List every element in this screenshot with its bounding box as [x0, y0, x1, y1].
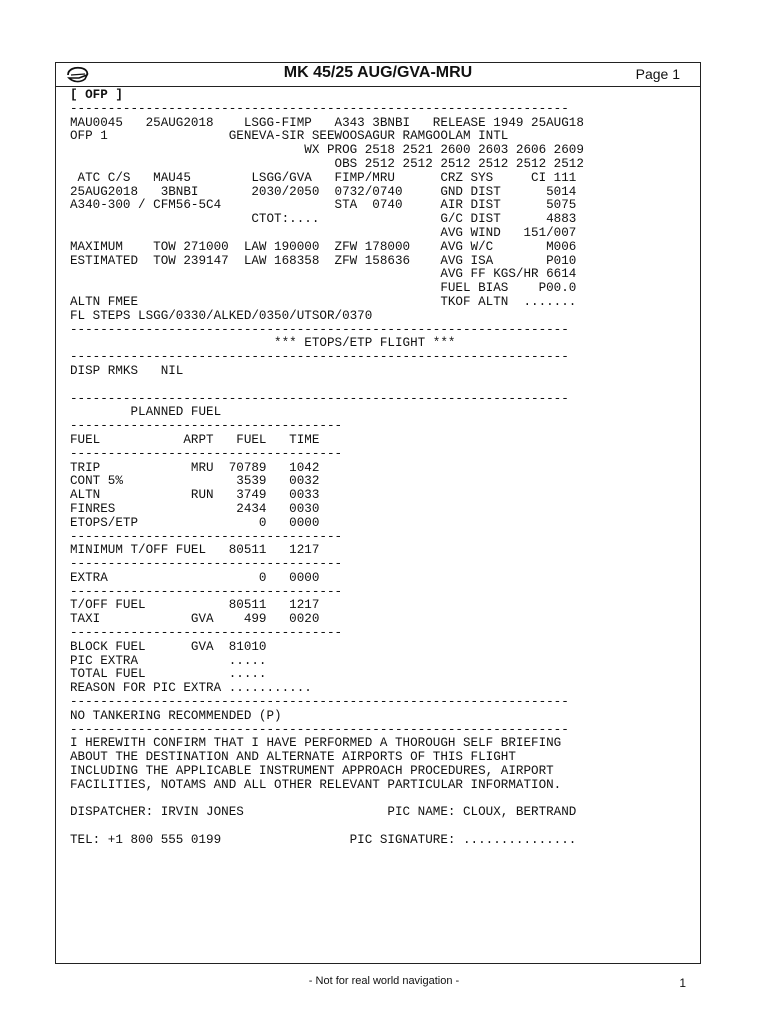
ofp-line: T/OFF FUEL 80511 1217: [70, 598, 320, 613]
ofp-line: FL STEPS LSGG/0330/ALKED/0350/UTSOR/0370: [70, 308, 373, 323]
ofp-line: DISPATCHER: IRVIN JONES PIC NAME: CLOUX, BERTRAND: [70, 805, 577, 820]
page-header: [56, 63, 700, 87]
ofp-line: *** ETOPS/ETP FLIGHT ***: [70, 336, 456, 351]
page-title: MK 45/25 AUG/GVA-MRU: [283, 64, 473, 81]
ofp-line: EXTRA 0 0000: [70, 570, 320, 585]
ofp-line: [ OFP ]: [70, 88, 123, 102]
ofp-line: CONT 5% 3539 0032: [70, 474, 320, 489]
ofp-line: ------------------------------------: [70, 446, 343, 461]
ofp-line: FACILITIES, NOTAMS AND ALL OTHER RELEVANT PARTICULAR INFORMATION.: [70, 777, 562, 792]
footer-page-number: 1: [679, 976, 686, 990]
ofp-line: ATC C/S MAU45 LSGG/GVA FIMP/MRU CRZ SYS CI 111: [70, 170, 577, 185]
ofp-line: INCLUDING THE APPLICABLE INSTRUMENT APPROACH PROCEDURES, AIRPORT: [70, 764, 554, 779]
ofp-line: 25AUG2018 3BNBI 2030/2050 0732/0740 GND DIST 5014: [70, 184, 577, 199]
ofp-line: TAXI GVA 499 0020: [70, 612, 320, 627]
ofp-line: ------------------------------------: [70, 529, 343, 544]
ofp-line: [70, 379, 584, 393]
ofp-line: ------------------------------------: [70, 557, 343, 572]
ofp-line: ------------------------------------------------------------------: [70, 322, 569, 337]
ofp-line: PIC EXTRA .....: [70, 653, 267, 668]
ofp-line: ------------------------------------: [70, 419, 343, 434]
ofp-line: ESTIMATED TOW 239147 LAW 168358 ZFW 158636 AVG ISA P010: [70, 253, 577, 268]
ofp-line: I HEREWITH CONFIRM THAT I HAVE PERFORMED A THOROUGH SELF BRIEFING: [70, 736, 562, 751]
ofp-line: ------------------------------------: [70, 584, 343, 599]
ofp-line: FUEL BIAS P00.0: [70, 281, 577, 296]
ofp-line: MAU0045 25AUG2018 LSGG-FIMP A343 3BNBI RELEASE 1949 25AUG18: [70, 115, 584, 130]
ofp-line: ------------------------------------: [70, 626, 343, 641]
ofp-line: ------------------------------------------------------------------: [70, 695, 569, 710]
ofp-line: PLANNED FUEL: [70, 405, 222, 420]
ofp-line: ------------------------------------------------------------------: [70, 350, 569, 365]
ofp-line: MINIMUM T/OFF FUEL 80511 1217: [70, 543, 320, 558]
ofp-line: [70, 820, 584, 834]
ofp-line: TOTAL FUEL .....: [70, 667, 267, 682]
ofp-line: TEL: +1 800 555 0199 PIC SIGNATURE: ...............: [70, 833, 577, 848]
ofp-line: ABOUT THE DESTINATION AND ALTERNATE AIRPORTS OF THIS FLIGHT: [70, 750, 516, 765]
ofp-line: OFP 1 GENEVA-SIR SEEWOOSAGUR RAMGOOLAM INTL: [70, 129, 509, 144]
ofp-line: FUEL ARPT FUEL TIME: [70, 432, 320, 447]
ofp-line: WX PROG 2518 2521 2600 2603 2606 2609: [70, 143, 584, 158]
ofp-line: NO TANKERING RECOMMENDED (P): [70, 708, 282, 723]
ofp-line: AVG WIND 151/007: [70, 225, 577, 240]
ofp-line: MAXIMUM TOW 271000 LAW 190000 ZFW 178000 AVG W/C M006: [70, 239, 577, 254]
ofp-line: A340-300 / CFM56-5C4 STA 0740 AIR DIST 5075: [70, 198, 577, 213]
ofp-line: OBS 2512 2512 2512 2512 2512 2512: [70, 156, 584, 171]
ofp-line: CTOT:.... G/C DIST 4883: [70, 212, 577, 227]
ofp-text-body: [70, 89, 584, 848]
ofp-line: TRIP MRU 70789 1042: [70, 460, 320, 475]
ofp-line: ALTN FMEE TKOF ALTN .......: [70, 294, 577, 309]
ofp-line: ETOPS/ETP 0 0000: [70, 515, 320, 530]
page-label: Page 1: [635, 66, 680, 82]
ofp-line: FINRES 2434 0030: [70, 501, 320, 516]
ofp-line: ------------------------------------------------------------------: [70, 722, 569, 737]
footer-note: - Not for real world navigation -: [308, 975, 460, 987]
ofp-line: ------------------------------------------------------------------: [70, 101, 569, 116]
ofp-page-frame: [55, 62, 701, 964]
ofp-line: [70, 793, 584, 807]
ofp-line: BLOCK FUEL GVA 81010: [70, 639, 267, 654]
ofp-line: ALTN RUN 3749 0033: [70, 488, 320, 503]
ofp-line: ------------------------------------------------------------------: [70, 391, 569, 406]
ofp-line: DISP RMKS NIL: [70, 363, 184, 378]
ofp-line: AVG FF KGS/HR 6614: [70, 267, 577, 282]
ofp-line: REASON FOR PIC EXTRA ...........: [70, 681, 312, 696]
